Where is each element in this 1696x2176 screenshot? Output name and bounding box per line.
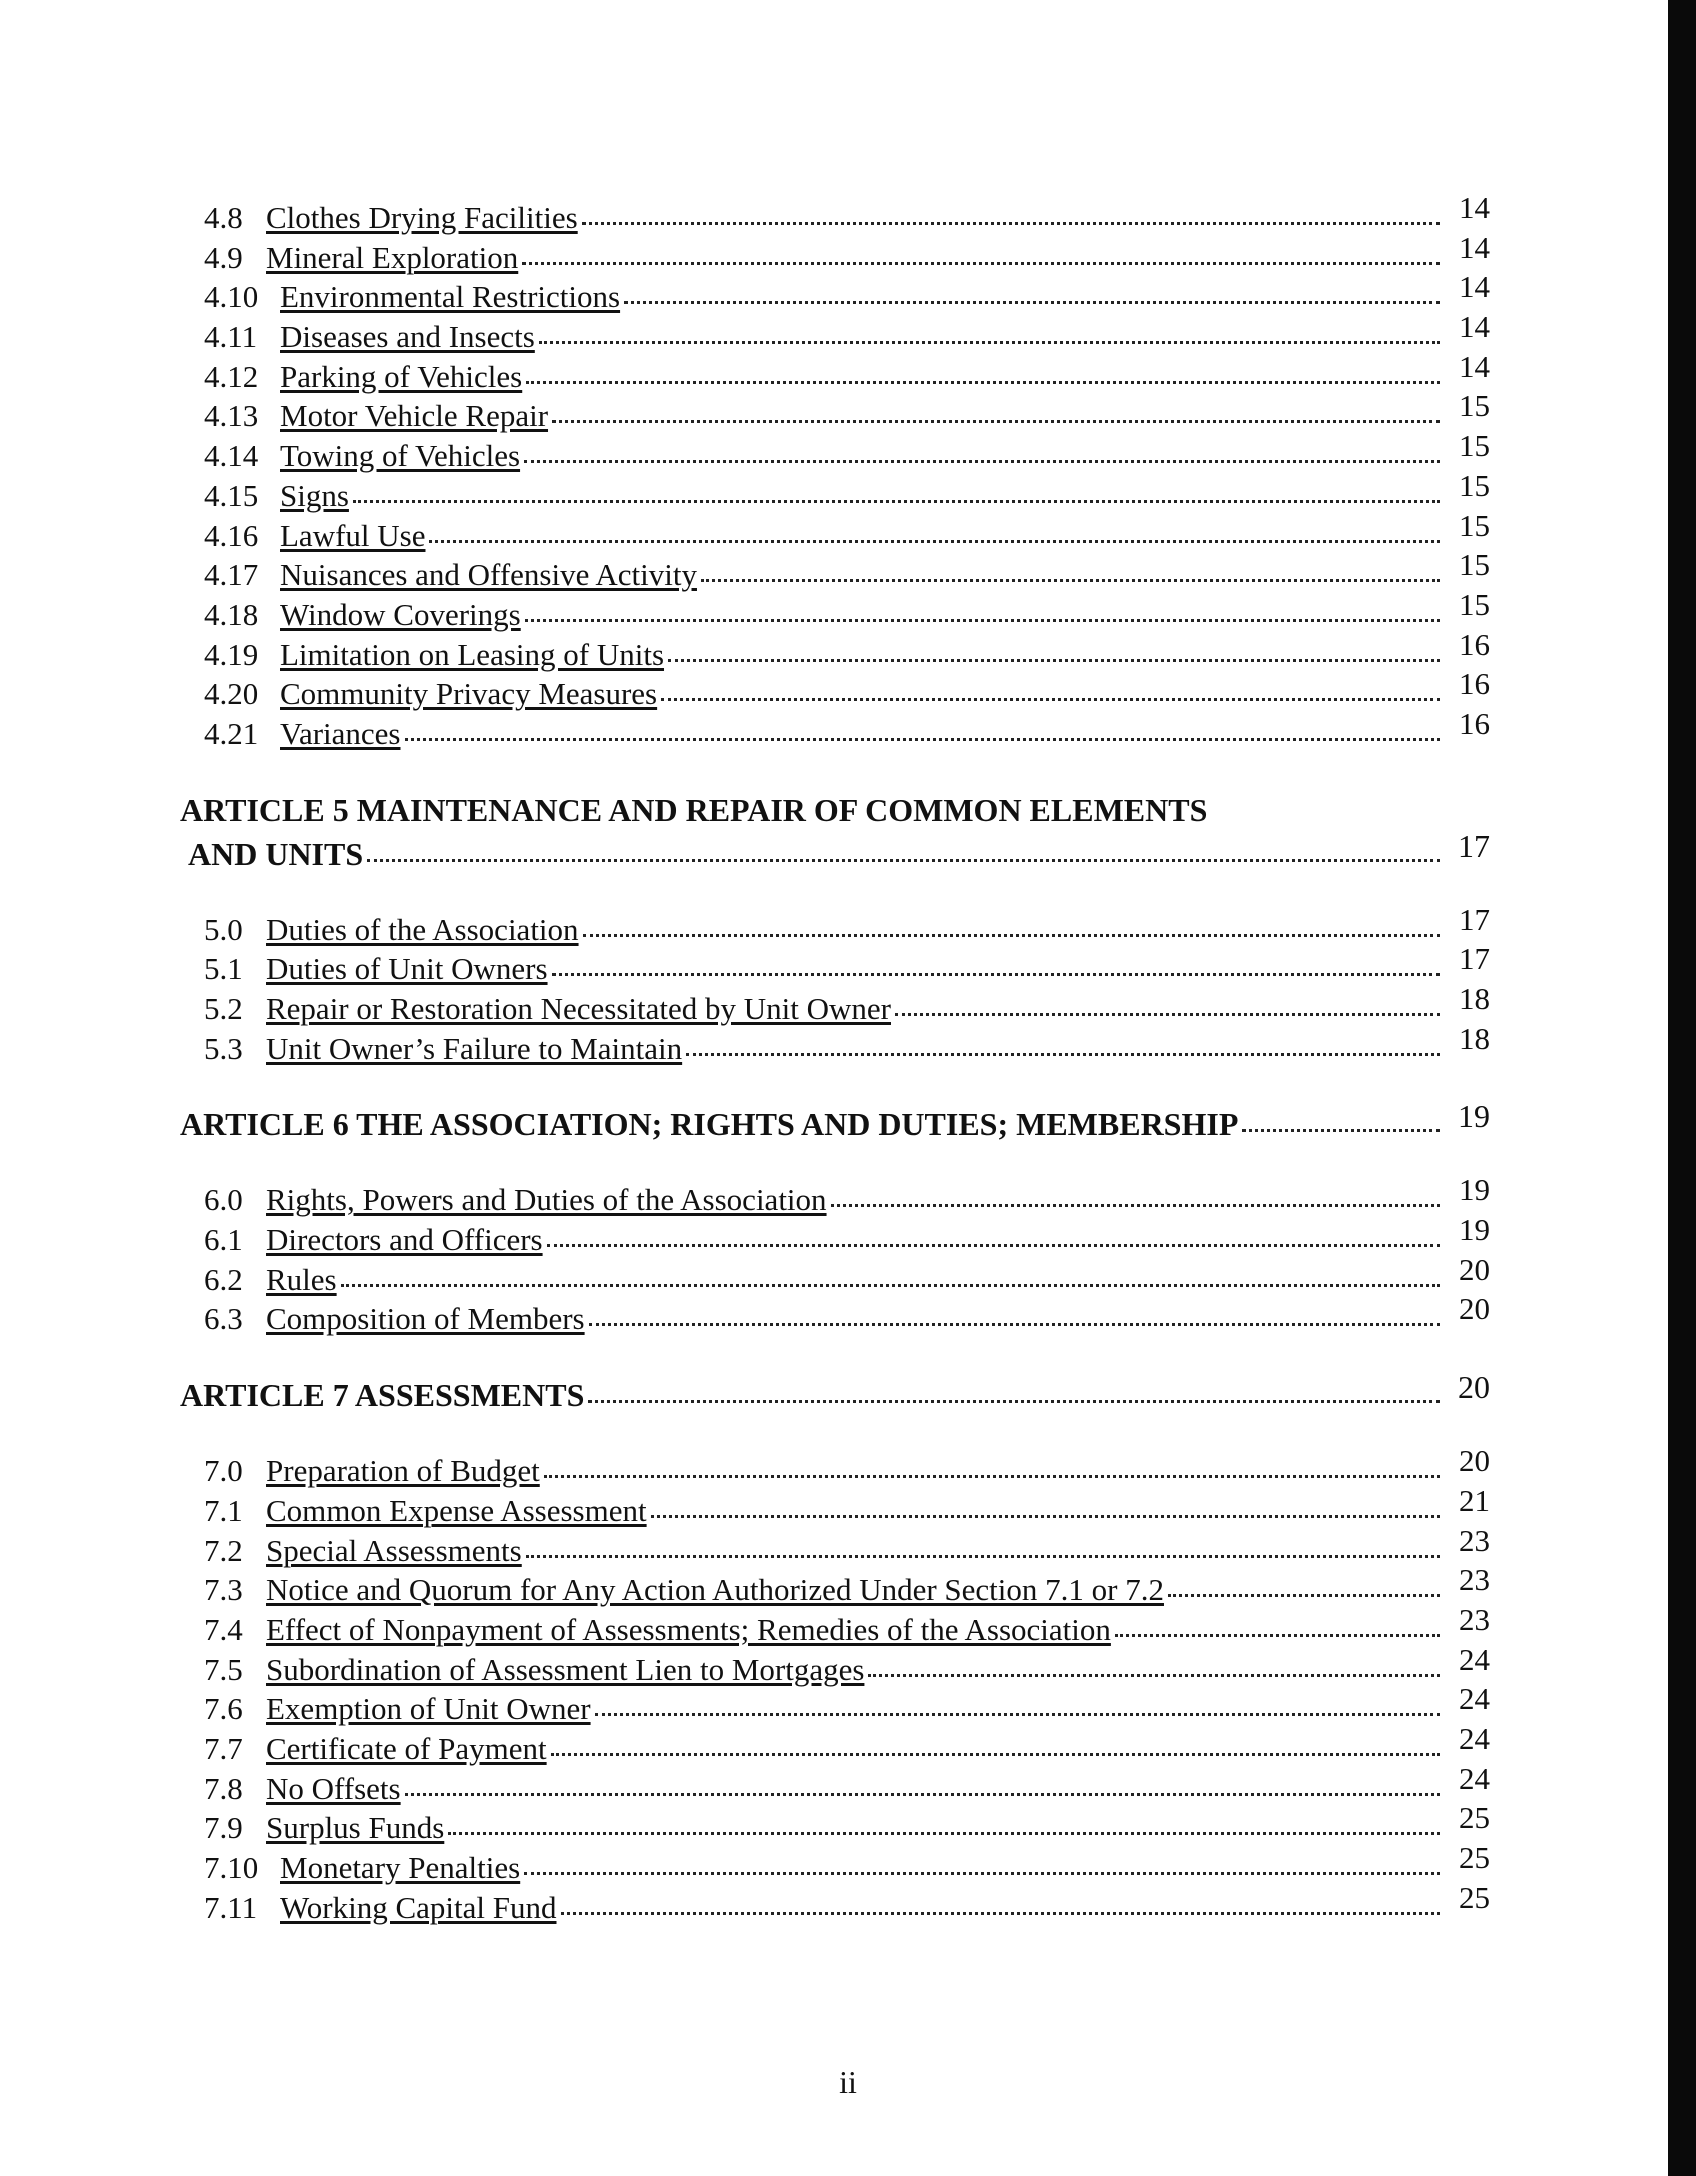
page-number: 15 xyxy=(1459,467,1490,503)
dot-leader xyxy=(831,1204,1440,1207)
dot-leader xyxy=(448,1832,1440,1835)
toc-entry[interactable] xyxy=(180,467,1490,516)
section-title: Lawful Use xyxy=(280,517,426,553)
section-title: Mineral Exploration xyxy=(266,239,519,275)
section-number: 7.10 xyxy=(204,1850,259,1885)
section-number: 7.11 xyxy=(204,1889,258,1925)
section-title: Directors and Officers xyxy=(266,1222,543,1258)
dot-leader xyxy=(524,460,1440,463)
section-number: 6.0 xyxy=(204,1182,243,1218)
section-number: 6.3 xyxy=(204,1301,243,1337)
section-number: 4.14 xyxy=(204,438,259,474)
page-number: 18 xyxy=(1459,981,1490,1016)
dot-leader xyxy=(526,1555,1440,1558)
page-number: 16 xyxy=(1459,666,1490,702)
page-number: 25 xyxy=(1459,1800,1490,1836)
page-number: 18 xyxy=(1459,1020,1490,1056)
dot-leader xyxy=(561,1912,1441,1915)
section-title: Towing of Vehicles xyxy=(280,438,521,474)
page-number: 25 xyxy=(1459,1840,1490,1875)
section-number: 7.1 xyxy=(204,1492,243,1528)
dot-leader xyxy=(624,301,1440,304)
section-title: Signs xyxy=(280,477,349,513)
dot-leader xyxy=(405,1793,1440,1796)
dot-leader xyxy=(686,1053,1440,1056)
section-number: 5.2 xyxy=(204,991,243,1026)
page-number: 15 xyxy=(1459,388,1490,424)
toc-entry[interactable] xyxy=(180,269,1490,317)
dot-leader xyxy=(895,1013,1440,1016)
dot-leader xyxy=(552,420,1440,423)
section-list-4 xyxy=(180,190,1490,754)
dot-leader xyxy=(405,738,1441,741)
section-number: 4.21 xyxy=(204,715,259,751)
dot-leader xyxy=(588,1400,1440,1403)
page-number: 24 xyxy=(1459,1760,1490,1796)
dot-leader xyxy=(582,222,1440,225)
section-title: Parking of Vehicles xyxy=(280,358,523,394)
article-title: ARTICLE 7 ASSESSMENTS xyxy=(180,1377,585,1414)
section-title: Effect of Nonpayment of Assessments; Remedies of the Association xyxy=(266,1611,1111,1647)
toc-entry[interactable] xyxy=(180,1681,1490,1729)
page-number: 17 xyxy=(1459,901,1490,937)
dot-leader xyxy=(668,659,1440,662)
section-title: Unit Owner’s Failure to Maintain xyxy=(266,1030,683,1066)
page-number: 20 xyxy=(1459,1443,1490,1479)
section-number: 4.17 xyxy=(204,557,259,593)
page-number: 16 xyxy=(1459,705,1490,741)
section-number: 5.1 xyxy=(204,951,243,987)
section-number: 4.12 xyxy=(204,358,259,394)
section-title: Surplus Funds xyxy=(266,1810,445,1846)
page-number: 15 xyxy=(1459,547,1490,583)
toc-entry[interactable] xyxy=(180,1482,1490,1531)
page-number: 17 xyxy=(1459,941,1490,977)
toc-entry[interactable] xyxy=(180,1522,1490,1571)
section-title: Variances xyxy=(280,715,401,751)
table-of-contents xyxy=(180,190,1490,1927)
section-number: 7.6 xyxy=(204,1691,243,1727)
page-number: 19 xyxy=(1459,1212,1490,1248)
dot-leader xyxy=(367,859,1440,862)
page-number: 24 xyxy=(1459,1641,1490,1677)
toc-entry[interactable] xyxy=(180,705,1490,754)
article-title: ARTICLE 6 THE ASSOCIATION; RIGHTS AND DUTIES; MEMBERSHIP xyxy=(180,1106,1239,1143)
section-number: 5.0 xyxy=(204,911,243,947)
section-number: 4.13 xyxy=(204,398,259,434)
article-7-heading[interactable] xyxy=(180,1369,1490,1417)
section-title: Subordination of Assessment Lien to Mortgages xyxy=(266,1651,865,1687)
article-title-continued: AND UNITS xyxy=(188,835,364,872)
section-list-7 xyxy=(180,1443,1490,1927)
toc-entry[interactable] xyxy=(180,1840,1490,1888)
section-title: Community Privacy Measures xyxy=(280,676,658,712)
toc-entry[interactable] xyxy=(180,1020,1490,1069)
section-number: 4.9 xyxy=(204,239,243,275)
section-title: No Offsets xyxy=(266,1770,401,1806)
section-title: Motor Vehicle Repair xyxy=(280,398,549,434)
toc-entry[interactable] xyxy=(180,981,1490,1029)
dot-leader xyxy=(341,1284,1440,1287)
article-5-heading[interactable] xyxy=(180,788,1490,876)
toc-entry[interactable] xyxy=(180,309,1490,357)
dot-leader xyxy=(544,1475,1440,1478)
dot-leader xyxy=(589,1323,1440,1326)
page-number: 24 xyxy=(1459,1720,1490,1756)
dot-leader xyxy=(1242,1129,1440,1132)
section-title: Environmental Restrictions xyxy=(280,279,621,315)
page-number: 15 xyxy=(1459,428,1490,464)
toc-entry[interactable] xyxy=(180,941,1490,989)
section-title: Duties of Unit Owners xyxy=(266,951,548,987)
page-number: 20 xyxy=(1458,1369,1490,1406)
dot-leader xyxy=(539,341,1440,344)
toc-entry[interactable] xyxy=(180,586,1490,635)
section-title: Rules xyxy=(266,1261,337,1297)
section-title: Diseases and Insects xyxy=(280,319,535,355)
scan-edge xyxy=(1668,0,1696,2176)
page-number: 15 xyxy=(1459,586,1490,622)
toc-entry[interactable] xyxy=(180,507,1490,556)
section-number: 6.1 xyxy=(204,1222,243,1258)
page-number: 14 xyxy=(1459,309,1490,345)
article-6-heading[interactable] xyxy=(180,1098,1490,1146)
page-number: 21 xyxy=(1459,1482,1490,1518)
page-number: 23 xyxy=(1459,1522,1490,1558)
dot-leader xyxy=(524,1872,1440,1875)
page-number: 14 xyxy=(1459,190,1490,225)
page-number: 17 xyxy=(1458,827,1490,864)
section-number: 4.8 xyxy=(204,200,243,235)
section-number: 7.9 xyxy=(204,1810,243,1846)
section-title: Window Coverings xyxy=(280,596,521,632)
section-number: 6.2 xyxy=(204,1261,243,1297)
toc-entry[interactable] xyxy=(180,547,1490,595)
toc-entry[interactable] xyxy=(180,1879,1490,1928)
toc-entry[interactable] xyxy=(180,1720,1490,1769)
section-number: 4.15 xyxy=(204,477,259,513)
dot-leader xyxy=(552,973,1440,976)
section-title: Repair or Restoration Necessitated by Unit Owner xyxy=(266,991,891,1026)
toc-entry[interactable] xyxy=(180,901,1490,950)
page-number: 15 xyxy=(1459,507,1490,543)
page-number: 20 xyxy=(1459,1291,1490,1327)
toc-entry[interactable] xyxy=(180,1251,1490,1300)
page-number: 19 xyxy=(1458,1098,1490,1135)
toc-entry[interactable] xyxy=(180,1443,1490,1491)
dot-leader xyxy=(1168,1594,1440,1597)
section-number: 4.16 xyxy=(204,517,259,553)
dot-leader xyxy=(1115,1634,1440,1637)
section-list-6 xyxy=(180,1172,1490,1339)
toc-entry[interactable] xyxy=(180,428,1490,476)
section-title: Preparation of Budget xyxy=(266,1453,540,1489)
toc-entry[interactable] xyxy=(180,1172,1490,1220)
dot-leader xyxy=(525,619,1440,622)
article-title: ARTICLE 5 MAINTENANCE AND REPAIR OF COMMON ELEMENTS xyxy=(180,791,1208,828)
toc-entry[interactable] xyxy=(180,1760,1490,1809)
toc-entry[interactable] xyxy=(180,388,1490,436)
section-number: 7.5 xyxy=(204,1651,243,1687)
section-number: 7.4 xyxy=(204,1611,243,1647)
toc-entry[interactable] xyxy=(180,229,1490,278)
section-number: 7.8 xyxy=(204,1770,243,1806)
section-number: 5.3 xyxy=(204,1030,243,1066)
section-list-5 xyxy=(180,901,1490,1069)
section-number: 7.2 xyxy=(204,1532,243,1568)
toc-entry[interactable] xyxy=(180,1291,1490,1339)
section-title: Working Capital Fund xyxy=(280,1889,557,1925)
page-number: 23 xyxy=(1459,1601,1490,1637)
page-number: 23 xyxy=(1459,1562,1490,1598)
section-number: 4.10 xyxy=(204,279,259,315)
toc-entry[interactable] xyxy=(180,1641,1490,1690)
toc-entry[interactable] xyxy=(180,666,1490,714)
section-number: 7.3 xyxy=(204,1572,243,1608)
dot-leader xyxy=(868,1674,1440,1677)
dot-leader xyxy=(522,262,1440,265)
section-number: 4.20 xyxy=(204,676,259,712)
section-title: Clothes Drying Facilities xyxy=(266,200,578,235)
page-number: 19 xyxy=(1459,1172,1490,1208)
section-number: 7.0 xyxy=(204,1453,243,1489)
section-number: 4.11 xyxy=(204,319,258,355)
page-number: 25 xyxy=(1459,1879,1490,1915)
section-title: Common Expense Assessment xyxy=(266,1492,647,1528)
dot-leader xyxy=(583,934,1440,937)
toc-entry[interactable] xyxy=(180,1800,1490,1848)
section-title: Nuisances and Offensive Activity xyxy=(280,557,697,593)
section-title: Monetary Penalties xyxy=(280,1850,521,1885)
dot-leader xyxy=(526,381,1440,384)
section-title: Special Assessments xyxy=(266,1532,522,1568)
section-number: 4.18 xyxy=(204,596,259,632)
dot-leader xyxy=(595,1713,1440,1716)
section-title: Notice and Quorum for Any Action Authorized Under Section 7.1 or 7.2 xyxy=(266,1572,1164,1608)
section-number: 4.19 xyxy=(204,636,259,672)
toc-entry[interactable] xyxy=(180,1212,1490,1260)
page-number: 20 xyxy=(1459,1251,1490,1287)
toc-entry[interactable] xyxy=(180,190,1490,238)
dot-leader xyxy=(661,698,1440,701)
toc-entry[interactable] xyxy=(180,1601,1490,1650)
toc-entry[interactable] xyxy=(180,626,1490,675)
page-number: 24 xyxy=(1459,1681,1490,1717)
section-title: Rights, Powers and Duties of the Association xyxy=(266,1182,827,1218)
toc-entry[interactable] xyxy=(180,348,1490,397)
section-title: Exemption of Unit Owner xyxy=(266,1691,591,1727)
section-title: Duties of the Association xyxy=(266,911,579,947)
section-title: Certificate of Payment xyxy=(266,1730,547,1766)
footer-page-number: ii xyxy=(839,2064,857,2100)
toc-entry[interactable] xyxy=(180,1562,1490,1610)
dot-leader xyxy=(353,500,1440,503)
dot-leader xyxy=(551,1753,1440,1756)
section-number: 7.7 xyxy=(204,1730,243,1766)
page-number: 14 xyxy=(1459,229,1490,265)
dot-leader xyxy=(701,579,1440,582)
dot-leader xyxy=(547,1244,1440,1247)
section-title: Limitation on Leasing of Units xyxy=(280,636,665,672)
page-number: 16 xyxy=(1459,626,1490,662)
page-number: 14 xyxy=(1459,348,1490,384)
page-number: 14 xyxy=(1459,269,1490,305)
dot-leader xyxy=(429,540,1440,543)
section-title: Composition of Members xyxy=(266,1301,585,1337)
dot-leader xyxy=(651,1515,1440,1518)
